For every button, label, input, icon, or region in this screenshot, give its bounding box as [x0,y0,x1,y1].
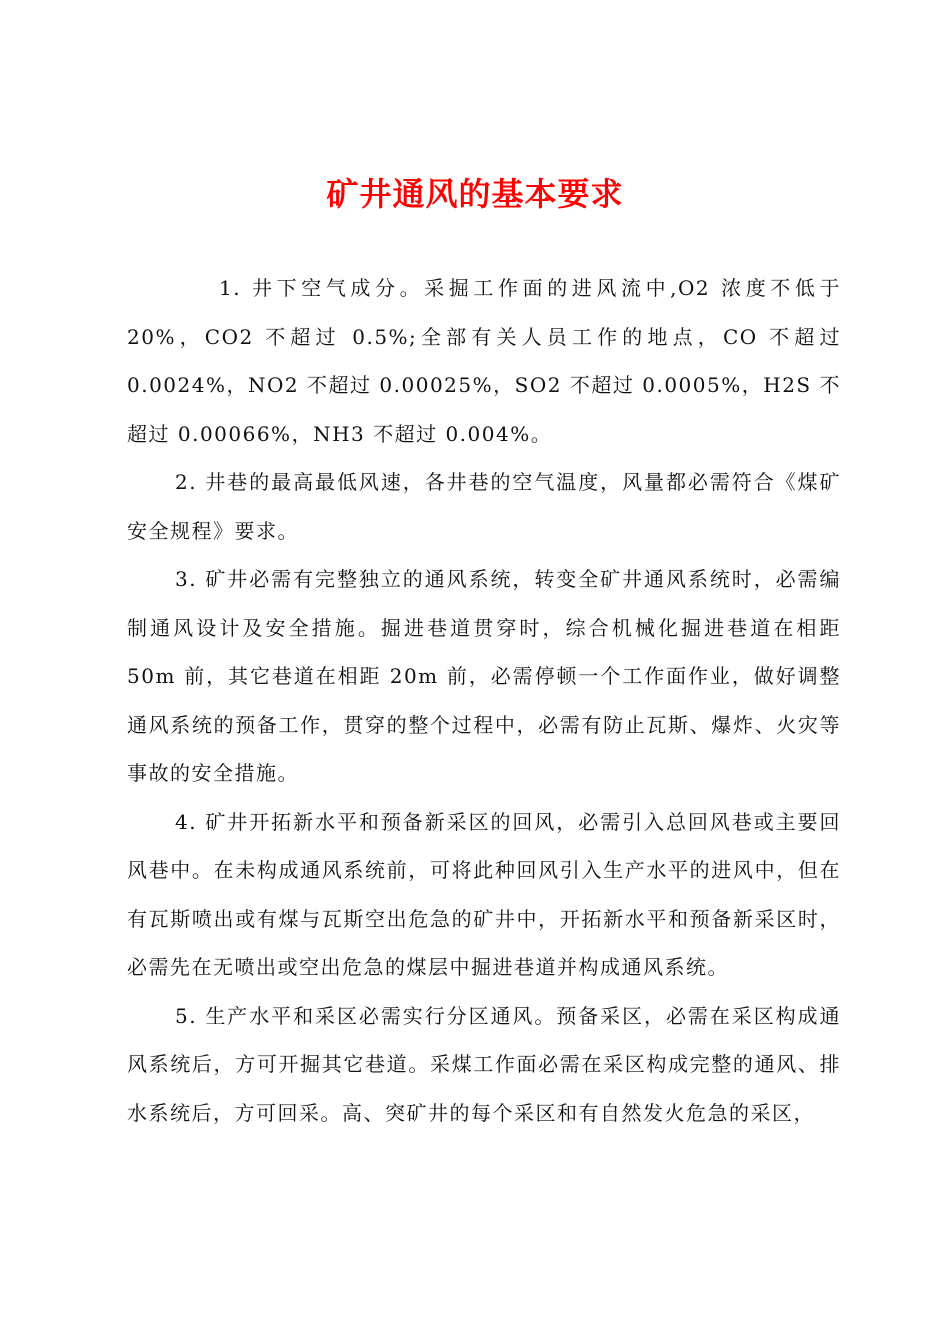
paragraph-2: 2. 井巷的最高最低风速，各井巷的空气温度，风量都必需符合《煤矿安全规程》要求。 [127,470,841,543]
paragraph-3: 3. 矿井必需有完整独立的通风系统，转变全矿井通风系统时，必需编制通风设计及安全措施。掘进巷道贯穿时，综合机械化掘进巷道在相距 50m 前，其它巷道在相距 20m 前，必需停顿一个工作面作业，做好调整通风系统的预备工作，贯穿的整个过程中，必需有防止瓦斯、爆炸、火灾等事故的安全措施。 [127,567,841,785]
paragraph-1: 1. 井下空气成分。采掘工作面的进风流中,O2 浓度不低于 20%，CO2 不超过 0.5%;全部有关人员工作的地点，CO 不超过 0.0024%，NO2 不超过 0.00025%，SO2 不超过 0.0005%，H2S 不超过 0.00066%，NH3 不超过 0.004%。 [127,276,841,446]
paragraph-4: 4. 矿井开拓新水平和预备新采区的回风，必需引入总回风巷或主要回风巷中。在未构成通风系统前，可将此种回风引入生产水平的进风中，但在有瓦斯喷出或有煤与瓦斯空出危急的矿井中，开拓新水平和预备新采区时，必需先在无喷出或空出危急的煤层中掘进巷道并构成通风系统。 [127,809,841,979]
paragraph-5: 5. 生产水平和采区必需实行分区通风。预备采区，必需在采区构成通风系统后，方可开掘其它巷道。采煤工作面必需在采区构成完整的通风、排水系统后，方可回采。高、突矿井的每个采区和有自然发火危急的采区， [127,1003,841,1125]
document-body [127,264,841,1137]
page-title: 矿井通风的基本要求 [326,175,624,213]
